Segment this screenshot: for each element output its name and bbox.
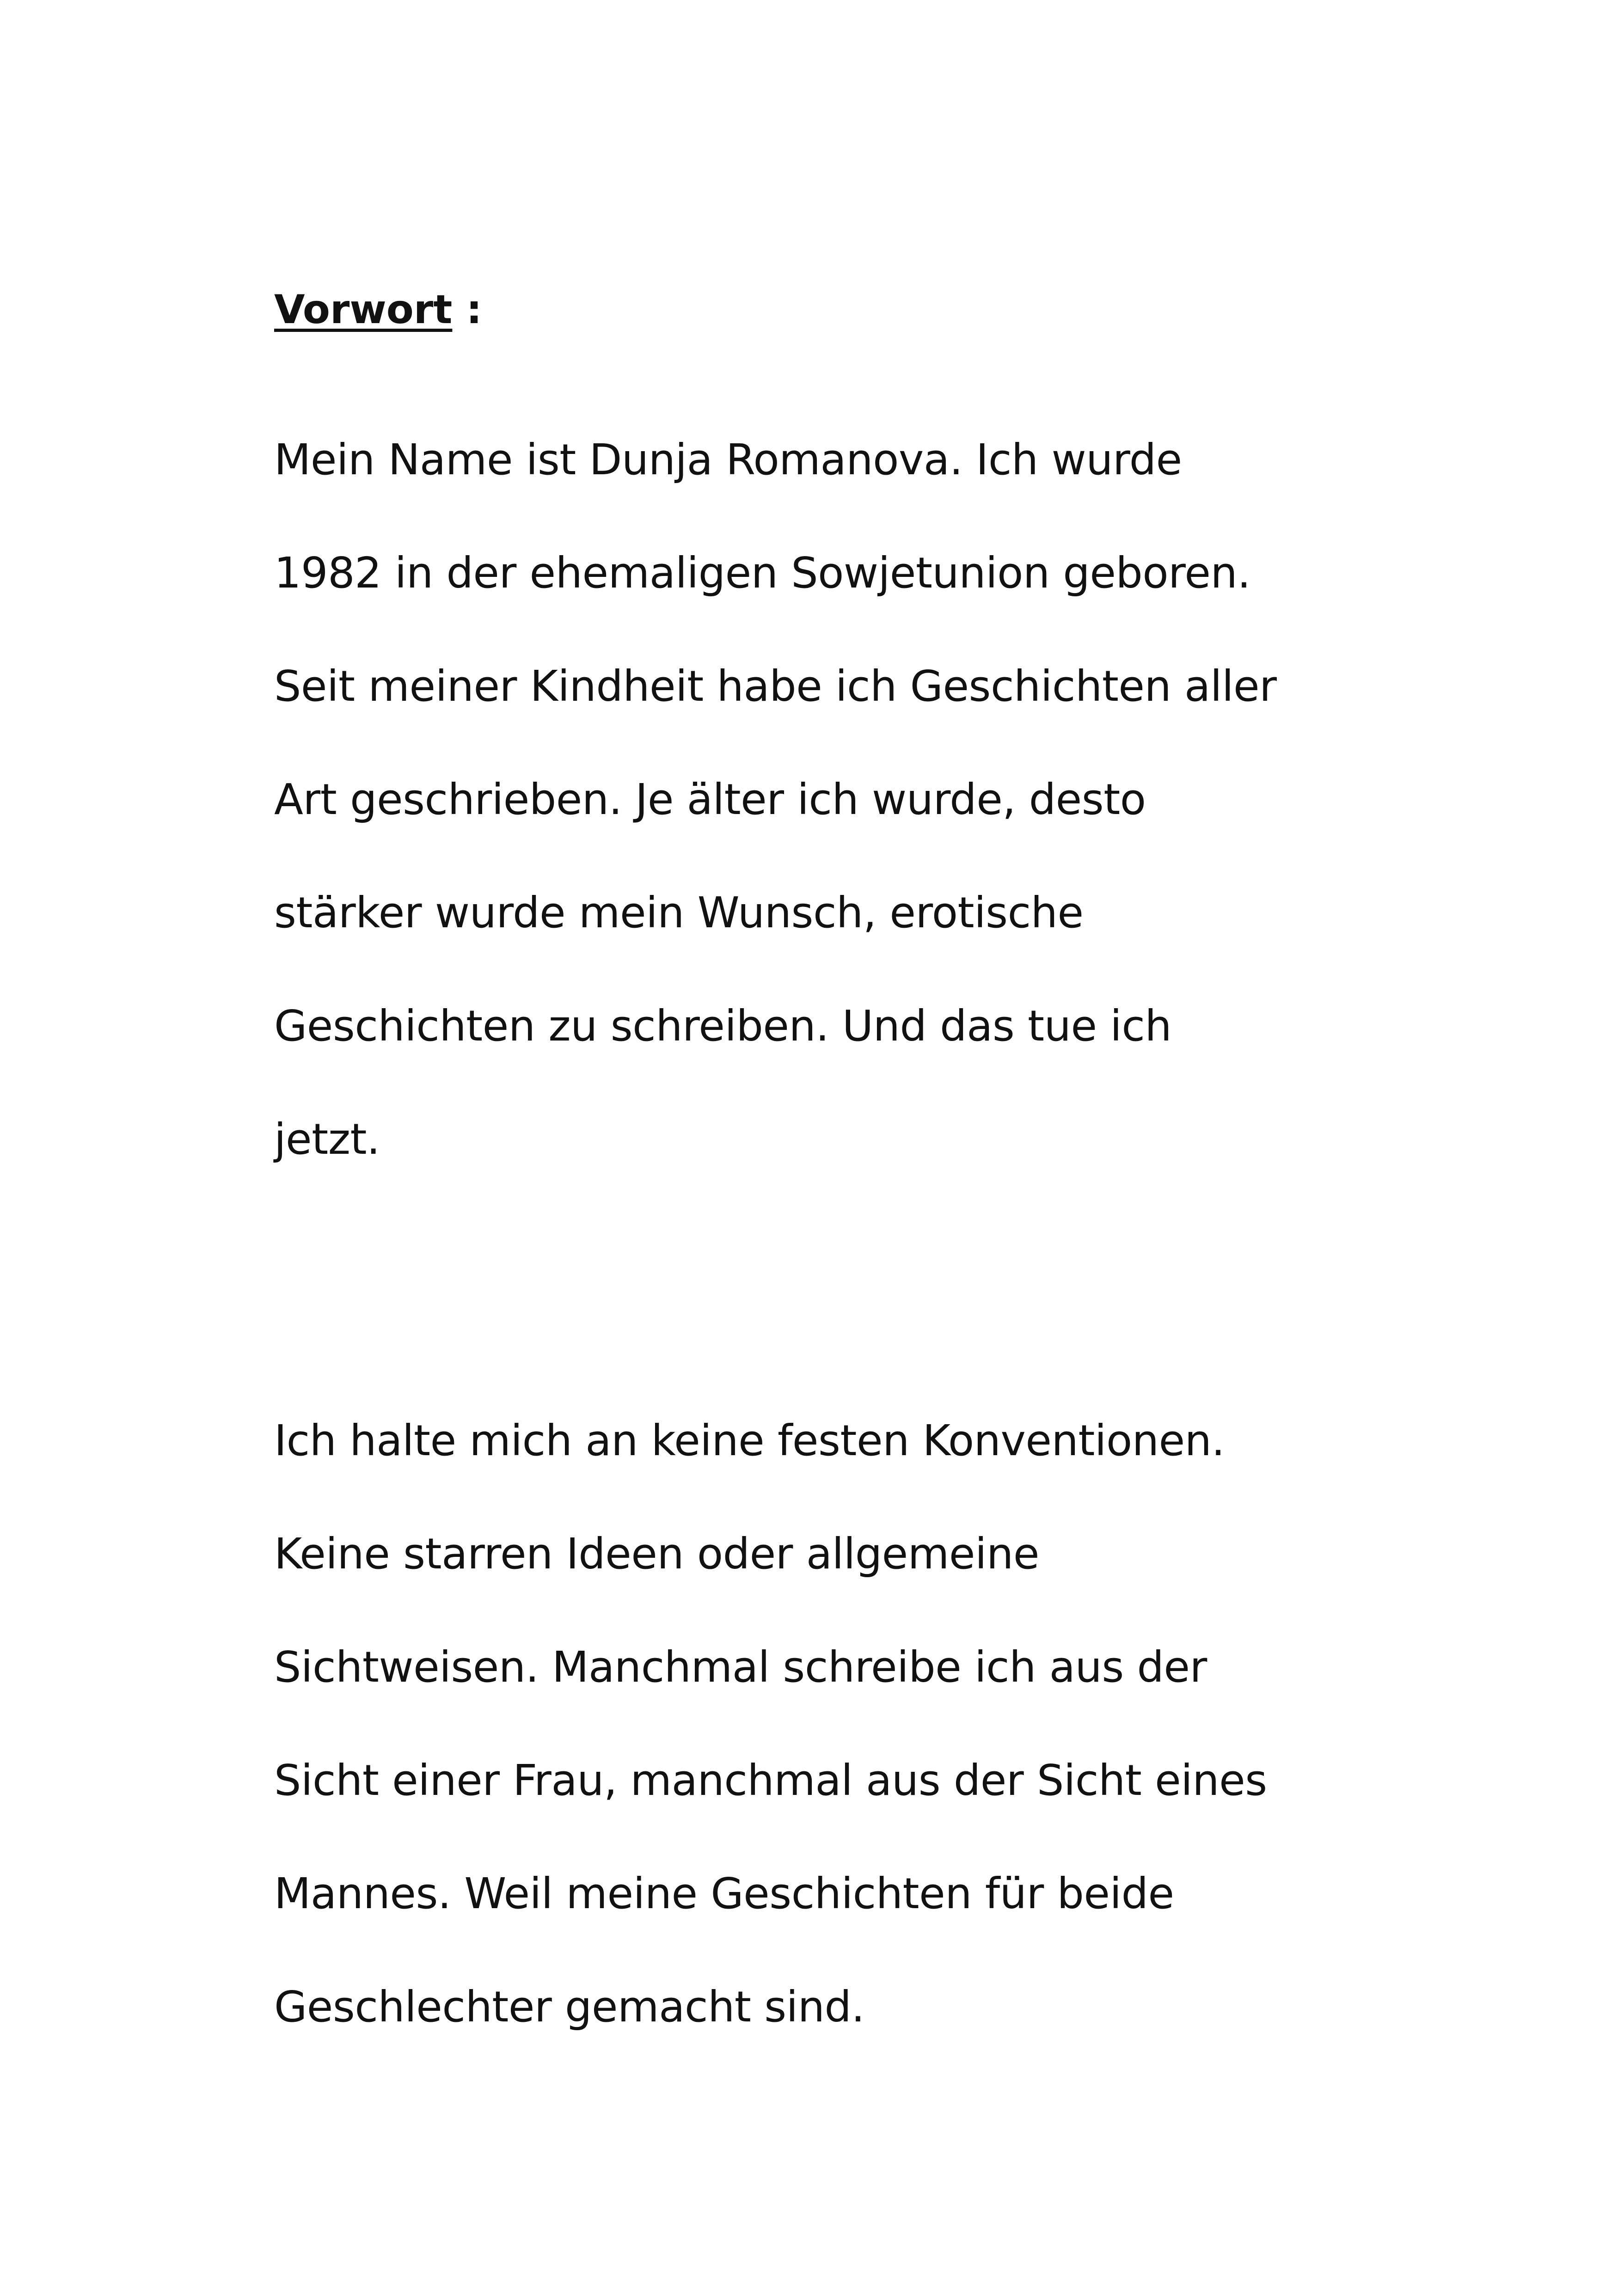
text-line: jetzt.: [274, 1114, 380, 1164]
page-heading: [274, 277, 482, 342]
text-line: stärker wurde mein Wunsch, erotische: [274, 888, 1084, 937]
text-line: Sicht einer Frau, manchmal aus der Sicht eines: [274, 1756, 1267, 1805]
text-line: Seit meiner Kindheit habe ich Geschichten aller: [274, 661, 1277, 711]
text-line: Art geschrieben. Je älter ich wurde, desto: [274, 775, 1146, 824]
text-line: Geschlechter gemacht sind.: [274, 1982, 865, 2032]
text-line: Mannes. Weil meine Geschichten für beide: [274, 1869, 1174, 1918]
heading-title: Vorwort: [274, 287, 453, 333]
text-line: Sichtweisen. Manchmal schreibe ich aus der: [274, 1642, 1207, 1692]
text-line: Mein Name ist Dunja Romanova. Ich wurde: [274, 435, 1182, 484]
text-line: Ich halte mich an keine festen Konventionen.: [274, 1416, 1225, 1465]
text-line: Geschichten zu schreiben. Und das tue ich: [274, 1001, 1172, 1051]
heading-colon: :: [452, 287, 482, 333]
text-line: 1982 in der ehemaligen Sowjetunion geboren.: [274, 548, 1251, 598]
text-line: Keine starren Ideen oder allgemeine: [274, 1529, 1039, 1579]
